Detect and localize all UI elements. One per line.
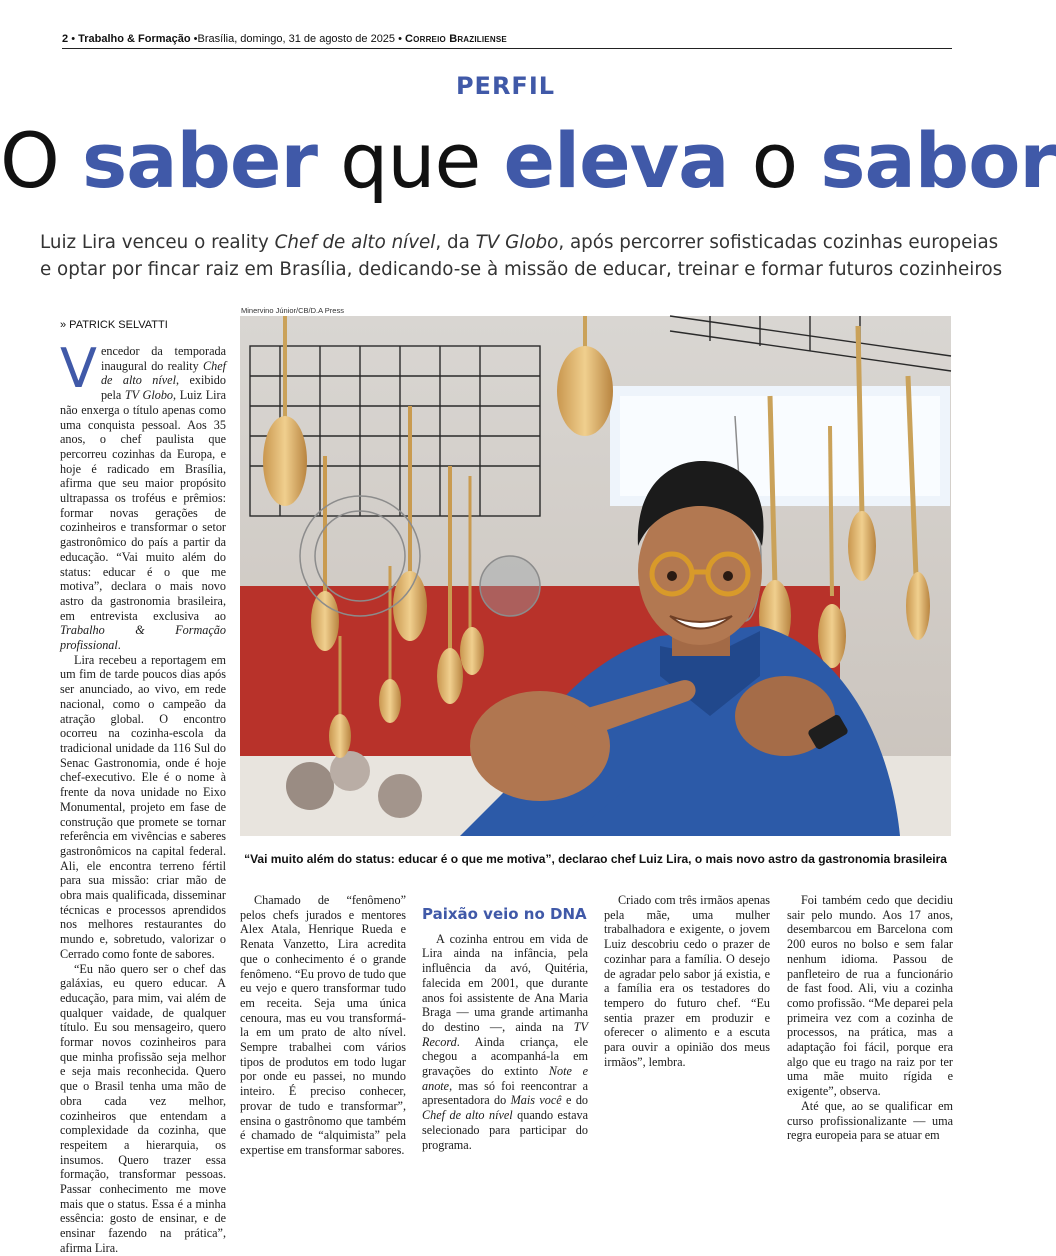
article-paragraph: Lira recebeu a reportagem em um fim de tarde poucos dias após ser anunciado, ao vivo, em rede nacional, como o campeão da atração global. O encontro ocorreu na cozinha-escola da tradicional unidade da 116 Sul do Senac Gastronomia, onde é hoje chef-executivo. Ele é o nome à frente da nova unidade no Eixo Monumental, projeto em fase de construção que promete se tornar referência em vivências e saberes gastronômicos na capital federal. Ali, ele encontra terreno fértil para sua missão: criar mão de obra mais qualificada, disseminar técnicas e processos aprendidos nos melhores restaurantes do mundo e, sobretudo, valorizar o Cerrado como fonte de sabores. bbox=[60, 652, 226, 961]
article-paragraph: A cozinha entrou em vida de Lira ainda na infância, pela influência da avó, Quitéria, falecida em 2001, que durante anos foi assistente de Ana Maria Braga — uma grande artimanha do destino —, ainda na TV Record. Ainda criança, ele chegou a acompanhá-la em gravações do extinto Note e anote, mas só foi reencontrar a apresentadora do Mais você e do Chef de alto nível quando estava selecionado para participar do programa. bbox=[422, 931, 589, 1152]
article-paragraph: Criado com três irmãos apenas pela mãe, uma mulher trabalhadora e exigente, o jovem Luiz descobriu cedo o prazer de cozinhar para a família. O desejo de agradar pelo sabor já existia, e a família era os testadores do tempero do futuro chef. “Eu sentia prazer em produzir e oferecer o alimento e a escuta para ouvir a opinião dos meus irmãos”, lembra. bbox=[604, 893, 770, 1069]
article-column-4 bbox=[604, 893, 770, 1123]
page-header: 2 • Trabalho & Formação •Brasília, domingo, 31 de agosto de 2025 • Correio Braziliense bbox=[62, 33, 952, 49]
article-column-5 bbox=[787, 893, 953, 1143]
subheadline: Luiz Lira venceu o reality Chef de alto nível, da TV Globo, após percorrer sofisticadas cozinhas europeias e optar por fincar raiz em Brasília, dedicando-se à missão de educar, treinar e formar futuros cozinheiros bbox=[40, 232, 1003, 280]
section-subtitle: Paixão veio no DNA bbox=[422, 905, 587, 923]
article-paragraph: Vencedor da temporada inaugural do reality Chef de alto nível, exibido pela TV Globo, Luiz Lira não enxerga o título apenas como uma conquista pessoal. Aos 35 anos, o chef paulista que percorreu cozinhas da Europa, e hoje é radicado em Brasília, afirma que seu maior propósito ultrapassa os troféus e prêmios: formar novas gerações de cozinheiros e transformar o setor gastronômico do país a partir da educação. “Vai muito além do status: educar é o que me motiva”, declara o mais novo astro da gastronomia brasileira, em entrevista exclusiva ao Trabalho & Formação profissional. bbox=[60, 337, 226, 653]
headline bbox=[0, 116, 1056, 206]
article-column-1 bbox=[60, 337, 226, 1255]
article-paragraph: Foi também cedo que decidiu sair pelo mundo. Aos 17 anos, desembarcou em Barcelona com 200 euros no bolso e sem falar nenhum idioma. Passou de panfleteiro de rua a funcionário de fast food. Ali, viu a cozinha como profissão. “Me deparei pela primeira vez com a cozinha de processos, na prática, mas a adaptação foi fácil, porque era algo que eu trago na raiz por ter uma mãe muito rígida e exigente”, observa. bbox=[787, 893, 953, 1099]
dropcap: V bbox=[60, 337, 97, 400]
chef-photo bbox=[240, 316, 951, 836]
article-column-3 bbox=[422, 893, 589, 1152]
headline-word: O bbox=[0, 116, 59, 205]
byline: » PATRICK SELVATTI bbox=[60, 319, 168, 331]
article-paragraph: “Eu não quero ser o chef das galáxias, eu quero educar. A educação, para mim, vai além de qualquer vaidade, de qualquer título. Eu sou mensageiro, quero formar novos cozinheiros para que minha profissão seja melhor e seja mais reconhecida. Quero que o Brasil tenha uma mão de obra cada vez melhor, cozinheiros que entendam a complexidade da cozinha, que respeitem a hierarquia, os insumos. Quero trazer essa formação, transformar pessoas. Passar conhecimento me move mais que o status. Essa é a minha essência: gosto de ensinar, e de ensinar fazendo na prática”, afirma Lira. bbox=[60, 961, 226, 1255]
chef-photo-illustration bbox=[240, 316, 951, 836]
headline-word: o bbox=[751, 116, 798, 205]
photo-caption: “Vai muito além do status: educar é o que me motiva”, declarao chef Luiz Lira, o mais novo astro da gastronomia brasileira bbox=[244, 852, 947, 866]
section-name: Trabalho & Formação bbox=[78, 33, 191, 45]
headline-word-highlight: saber bbox=[82, 116, 317, 205]
article-paragraph: Até que, ao se qualificar em curso profissionalizante — uma regra europeia para se atuar em bbox=[787, 1098, 953, 1143]
headline-word: que bbox=[340, 116, 481, 205]
publication-name: Correio Braziliense bbox=[405, 33, 507, 45]
headline-word-highlight: sabor bbox=[820, 116, 1056, 205]
place-date: Brasília, domingo, 31 de agosto de 2025 bbox=[197, 33, 396, 45]
section-kicker: PERFIL bbox=[455, 72, 556, 100]
article-paragraph: Chamado de “fenômeno” pelos chefs jurados e mentores Alex Atala, Henrique Rueda e Renata Vanzetto, Lira acredita que o conhecimento é o grande fenômeno. “Eu provo de tudo que eu vejo e quero transformar tudo em receita. Seja uma única cenoura, mas eu vou transformá-la em um prato de alto nível. Sempre trabalhei com vários tipos de produtos em todo lugar por onde eu passei, no mundo inteiro. É preciso conhecer, provar de tudo e transformar”, ensina o gastrônomo que também é chamado de “alquimista” pela expertise em transformar sabores. bbox=[240, 893, 406, 1157]
page-number: 2 bbox=[62, 33, 69, 45]
article-column-2 bbox=[240, 893, 406, 1157]
headline-word-highlight: eleva bbox=[503, 116, 729, 205]
photo-credit: Minervino Júnior/CB/D.A Press bbox=[241, 306, 344, 315]
